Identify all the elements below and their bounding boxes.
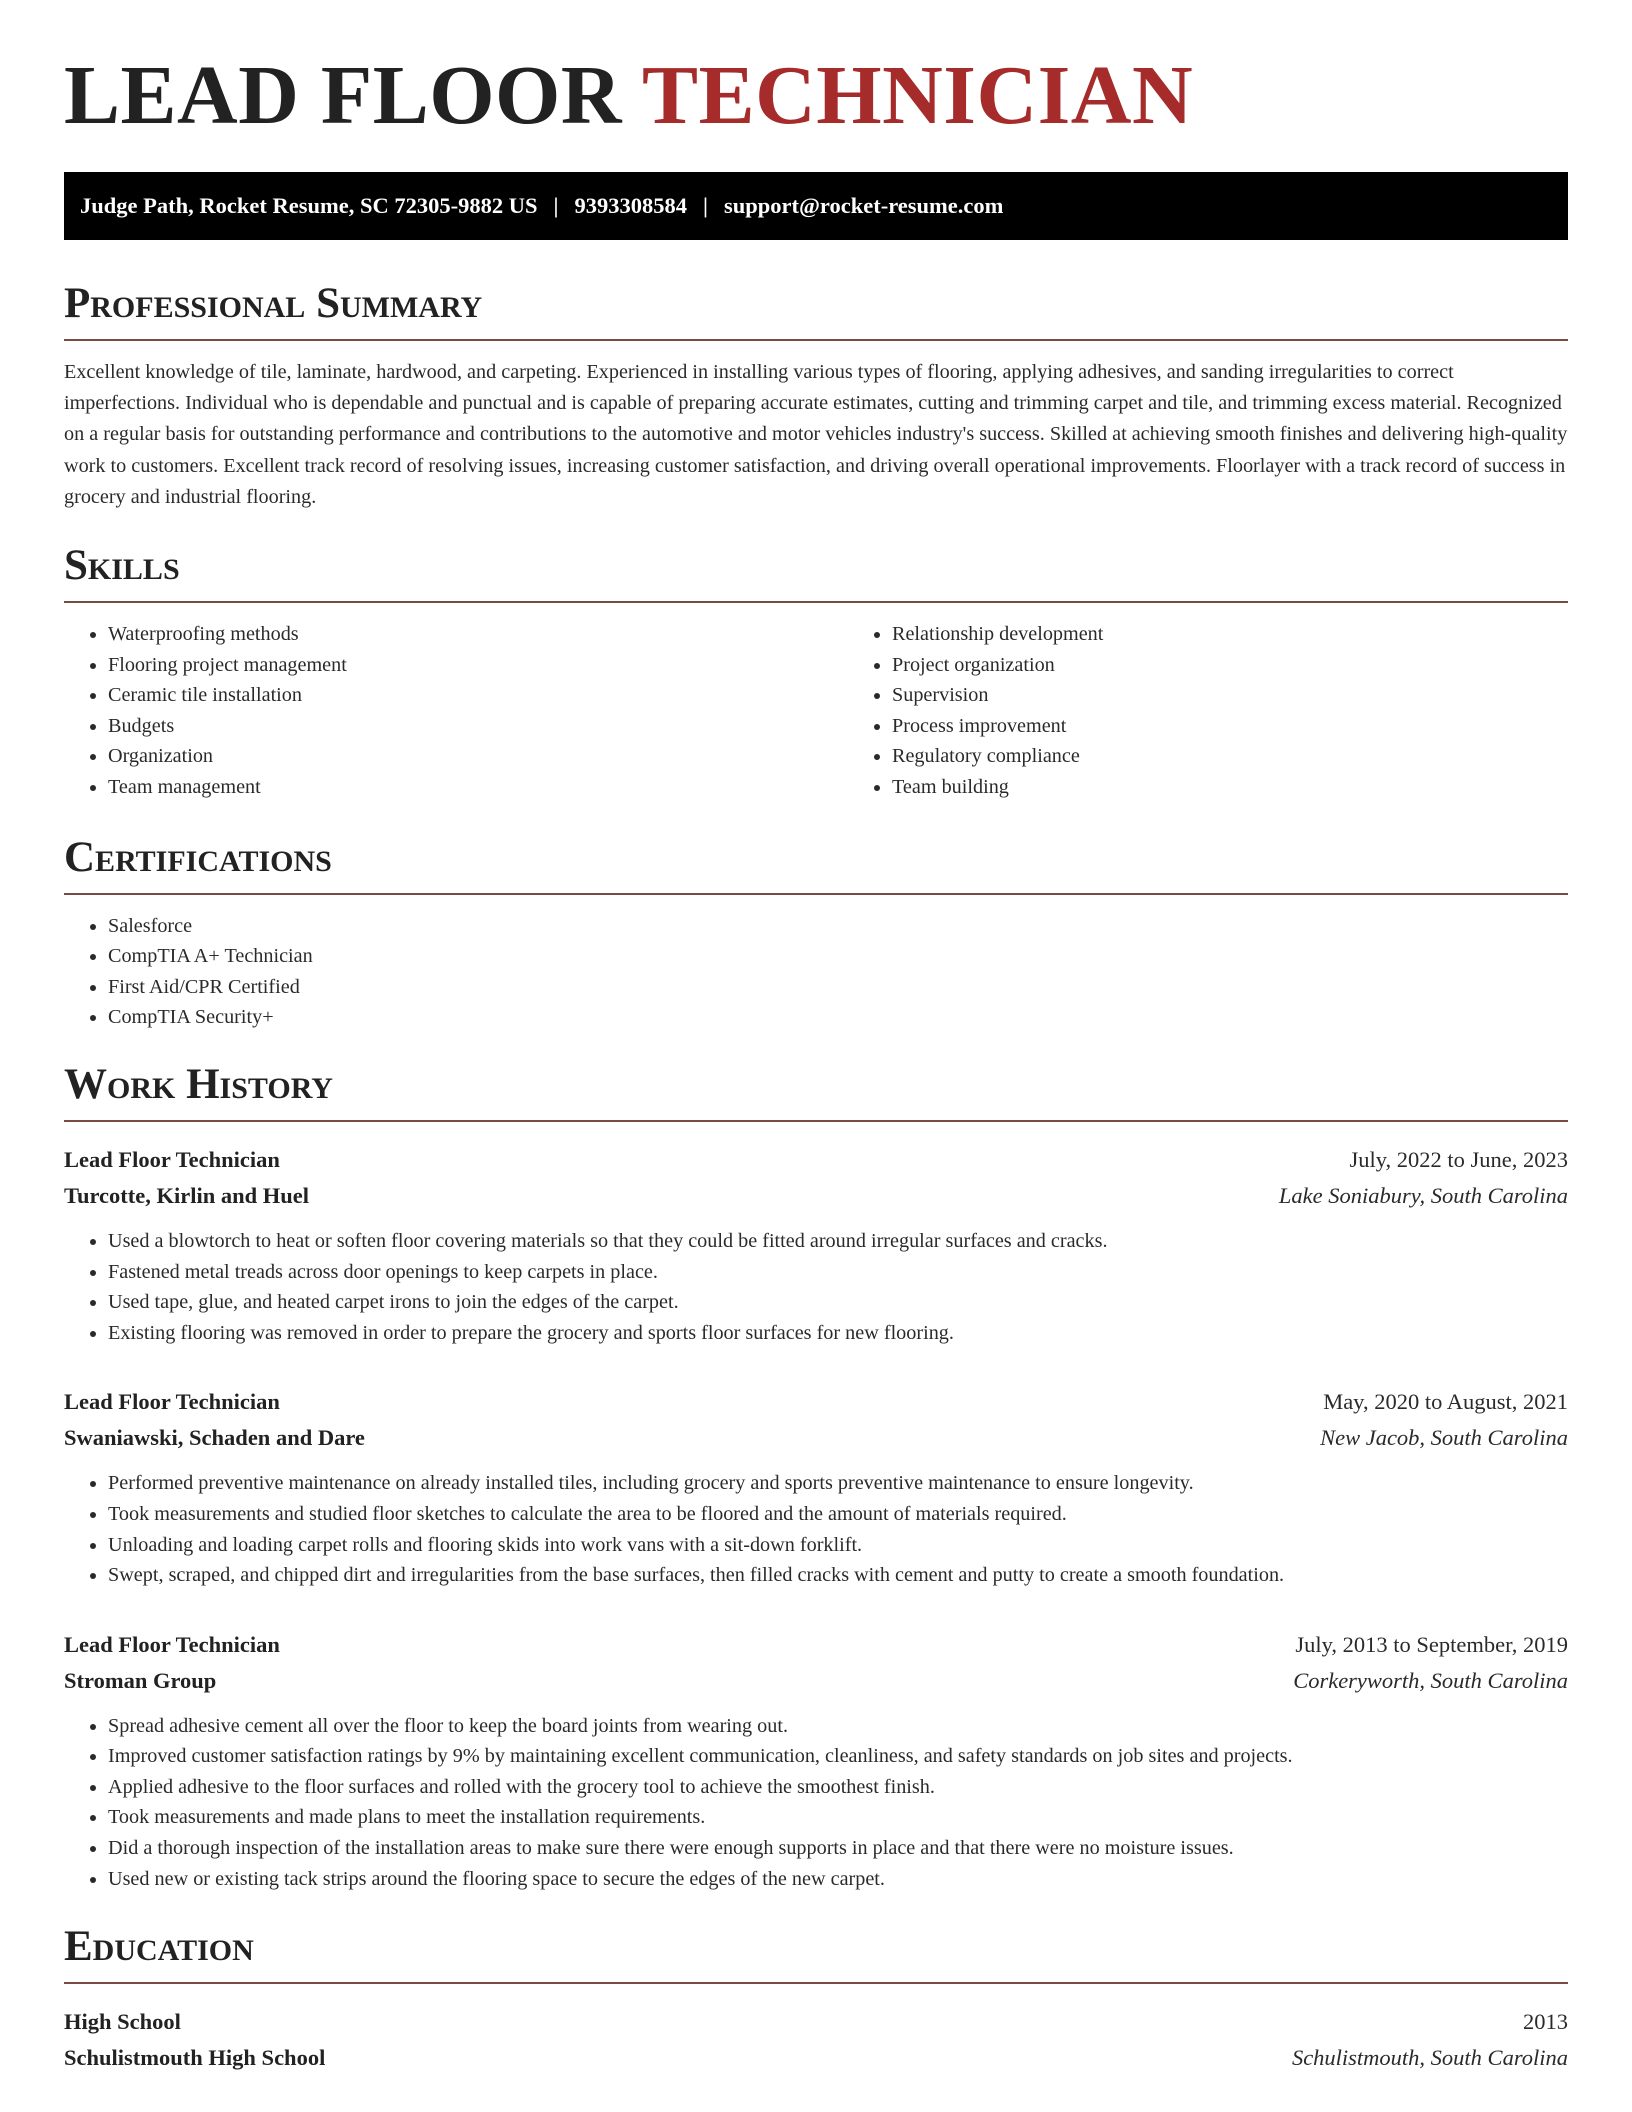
job-bullet: • Used new or existing tack strips around the flooring space to secure the edges of the new carpet. (108, 1864, 1568, 1895)
job-title: Lead Floor Technician (64, 1631, 280, 1657)
job-entry (64, 1627, 1568, 1895)
skill-item: • Project organization (892, 650, 1632, 681)
skill-item: • Organization (108, 741, 848, 772)
skill-item: • Team management (108, 772, 848, 803)
job-company: Stroman Group (64, 1667, 217, 1693)
skill-item: • Flooring project management (108, 650, 848, 681)
name-primary: LEAD FLOOR (64, 49, 623, 142)
job-entry (64, 1142, 1568, 1348)
job-bullet: • Used tape, glue, and heated carpet irons to join the edges of the carpet. (108, 1287, 1568, 1318)
certification-item: • Salesforce (108, 911, 1568, 942)
skills-columns (64, 619, 1568, 803)
education-school-row (64, 2040, 1568, 2076)
name-accent: TECHNICIAN (642, 49, 1194, 142)
job-location: New Jacob, South Carolina (1320, 1425, 1568, 1451)
skill-item: • Relationship development (892, 619, 1632, 650)
skills-list-left (64, 619, 848, 803)
education-year: 2013 (1523, 2009, 1568, 2035)
job-bullets (64, 1226, 1568, 1348)
education-entry (64, 2004, 1568, 2076)
skill-item: • Waterproofing methods (108, 619, 848, 650)
certification-item: • CompTIA A+ Technician (108, 941, 1568, 972)
certification-item: • First Aid/CPR Certified (108, 972, 1568, 1003)
job-company: Swaniawski, Schaden and Dare (64, 1425, 365, 1451)
work-history-heading: Work History (64, 1063, 1568, 1122)
job-bullet: • Performed preventive maintenance on already installed tiles, including grocery and sports preventive maintenance to ensure longevity. (108, 1468, 1568, 1499)
certifications-list (64, 911, 1568, 1033)
job-company-row (64, 1420, 1568, 1456)
skill-item: • Regulatory compliance (892, 741, 1632, 772)
job-bullet: • Took measurements and studied floor sketches to calculate the area to be floored and the amount of materials required. (108, 1499, 1568, 1530)
job-title: Lead Floor Technician (64, 1146, 280, 1172)
education-section (64, 1925, 1568, 2076)
job-bullet: • Improved customer satisfaction ratings by 9% by maintaining excellent communication, cleanliness, and safety standards on job sites and projects. (108, 1741, 1568, 1772)
job-bullet: • Took measurements and made plans to meet the installation requirements. (108, 1802, 1568, 1833)
summary-text: Excellent knowledge of tile, laminate, hardwood, and carpeting. Experienced in installing various types of flooring, applying adhesives, and sanding irregularities to correct imperfections. Individual who is dependable and punctual and is capable of preparing accurate estimates, cutting and trimming carpet and tile, and trimming excess material. Recognized on a regular basis for outstanding performance and contributions to the automotive and motor vehicles industry's success. Skilled at achieving smooth finishes and delivering high-quality work to customers. Excellent track record of resolving issues, increasing customer satisfaction, and driving overall operational improvements. Floorlayer with a track record of success in grocery and industrial flooring. (64, 361, 1568, 508)
resume-page (64, 0, 1568, 2076)
skill-item: • Team building (892, 772, 1632, 803)
job-dates: May, 2020 to August, 2021 (1323, 1389, 1568, 1415)
skills-section (64, 544, 1568, 803)
job-bullet: • Existing flooring was removed in order to prepare the grocery and sports floor surfaces for new flooring. (108, 1318, 1568, 1349)
summary-heading: Professional Summary (64, 282, 1568, 341)
contact-bar (64, 172, 1568, 240)
job-dates: July, 2022 to June, 2023 (1349, 1146, 1568, 1172)
skills-heading: Skills (64, 544, 1568, 603)
job-bullets (64, 1468, 1568, 1590)
job-bullet: • Swept, scraped, and chipped dirt and irregularities from the base surfaces, then filled cracks with cement and putty to create a smooth foundation. (108, 1560, 1568, 1591)
skill-item: • Supervision (892, 680, 1632, 711)
education-heading: Education (64, 1925, 1568, 1984)
job-location: Corkeryworth, South Carolina (1293, 1667, 1568, 1693)
contact-separator: | (702, 193, 708, 218)
job-location: Lake Soniabury, South Carolina (1278, 1182, 1568, 1208)
job-bullet: • Used a blowtorch to heat or soften floor covering materials so that they could be fitted around irregular surfaces and cracks. (108, 1226, 1568, 1257)
job-bullet: • Fastened metal treads across door openings to keep carpets in place. (108, 1257, 1568, 1288)
skill-item: • Budgets (108, 711, 848, 742)
job-bullet: • Spread adhesive cement all over the floor to keep the board joints from wearing out. (108, 1711, 1568, 1742)
certification-item: • CompTIA Security+ (108, 1002, 1568, 1033)
job-company: Turcotte, Kirlin and Huel (64, 1182, 310, 1208)
work-history-section (64, 1060, 1568, 1894)
certifications-heading: Certifications (64, 836, 1568, 895)
job-company-row (64, 1178, 1568, 1214)
job-header-row (64, 1142, 1568, 1178)
skills-list-right (848, 619, 1632, 803)
skill-item: • Ceramic tile installation (108, 680, 848, 711)
job-entry (64, 1384, 1568, 1590)
contact-address: Judge Path, Rocket Resume, SC 72305-9882 US (80, 193, 538, 218)
job-company-row (64, 1663, 1568, 1699)
certifications-section (64, 833, 1568, 1033)
contact-phone: 9393308584 (574, 193, 687, 218)
job-dates: July, 2013 to September, 2019 (1295, 1631, 1568, 1657)
skill-item: • Process improvement (892, 711, 1632, 742)
education-school: Schulistmouth High School (64, 2045, 326, 2071)
resume-name (64, 49, 1568, 142)
job-bullet: • Applied adhesive to the floor surfaces and rolled with the grocery tool to achieve the smoothest finish. (108, 1772, 1568, 1803)
contact-email: support@rocket-resume.com (723, 193, 1004, 218)
job-header-row (64, 1384, 1568, 1420)
education-location: Schulistmouth, South Carolina (1291, 2045, 1568, 2071)
summary-section (64, 282, 1568, 513)
job-bullets (64, 1711, 1568, 1895)
job-header-row (64, 1627, 1568, 1663)
contact-separator: | (553, 193, 559, 218)
job-bullet: • Unloading and loading carpet rolls and flooring skids into work vans with a sit-down forklift. (108, 1530, 1568, 1561)
education-degree-row (64, 2004, 1568, 2040)
job-bullet: • Did a thorough inspection of the installation areas to make sure there were enough supports in place and that there were no moisture issues. (108, 1833, 1568, 1864)
education-degree: High School (64, 2009, 181, 2035)
job-title: Lead Floor Technician (64, 1389, 280, 1415)
